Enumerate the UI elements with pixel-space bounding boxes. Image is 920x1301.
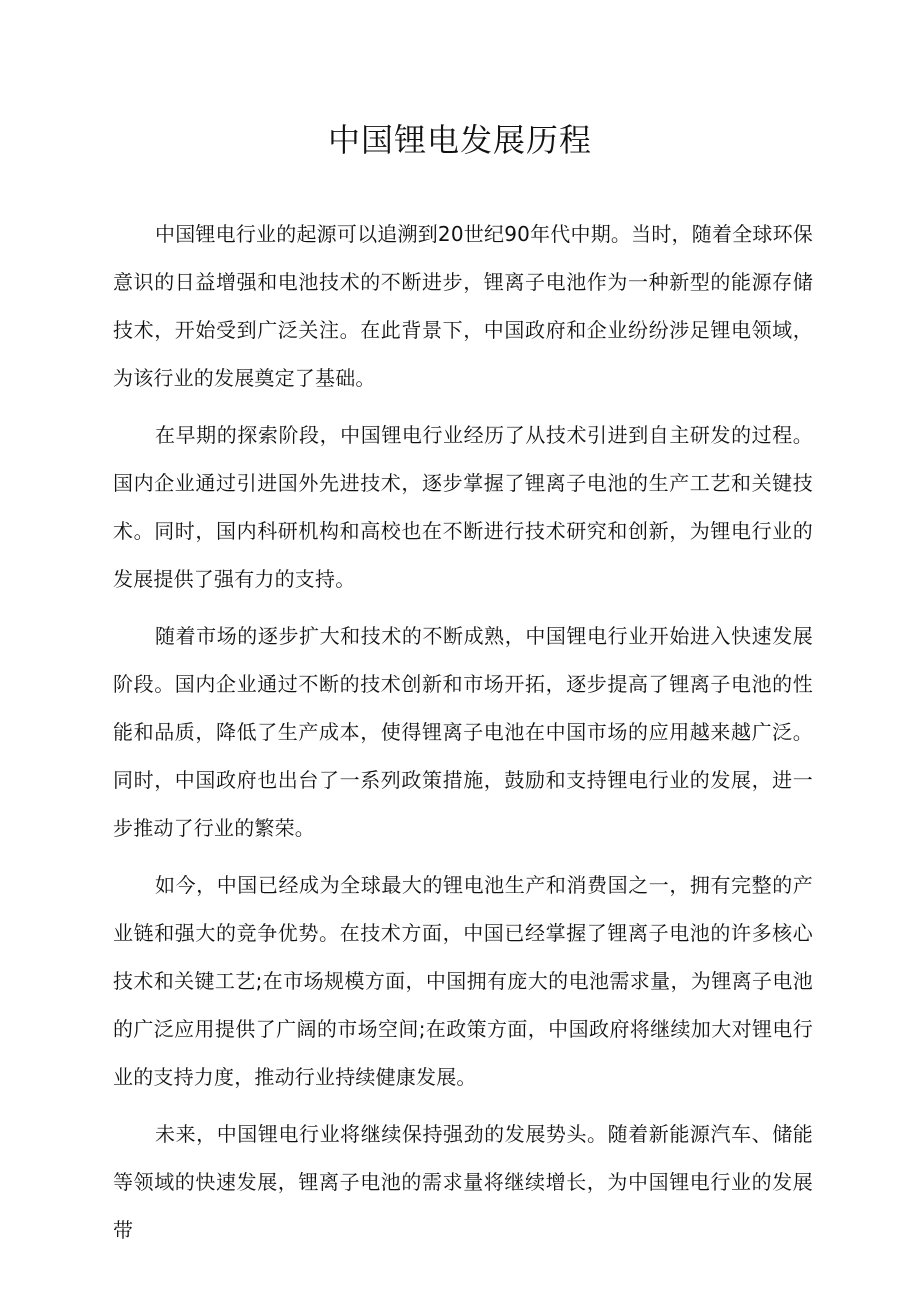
paragraph-rapid-growth: 随着市场的逐步扩大和技术的不断成熟，中国锂电行业开始进入快速发展阶段。国内企业通过不断的技术创新和市场开拓，逐步提高了锂离子电池的性能和品质，降低了生产成本，使得锂离子电池在中国市场的应用越来越广泛。同时，中国政府也出台了一系列政策措施，鼓励和支持锂电行业的发展，进一步推动了行业的繁荣。 [113,624,813,840]
paragraph-current-status: 如今，中国已经成为全球最大的锂电池生产和消费国之一，拥有完整的产业链和强大的竞争优势。在技术方面，中国已经掌握了锂离子电池的许多核心技术和关键工艺;在市场规模方面，中国拥有庞大的电池需求量，为锂离子电池的广泛应用提供了广阔的市场空间;在政策方面，中国政府将继续加大对锂电行业的支持力度，推动行业持续健康发展。 [113,873,813,1089]
paragraph-early-exploration: 在早期的探索阶段，中国锂电行业经历了从技术引进到自主研发的过程。国内企业通过引进国外先进技术，逐步掌握了锂离子电池的生产工艺和关键技术。同时，国内科研机构和高校也在不断进行技术研究和创新，为锂电行业的发展提供了强有力的支持。 [113,423,813,591]
paragraph-future: 未来，中国锂电行业将继续保持强劲的发展势头。随着新能源汽车、储能等领域的快速发展，锂离子电池的需求量将继续增长，为中国锂电行业的发展带 [113,1122,813,1242]
document-body [113,210,813,1263]
paragraph-origin: 中国锂电行业的起源可以追溯到20世纪90年代中期。当时，随着全球环保意识的日益增强和电池技术的不断进步，锂离子电池作为一种新型的能源存储技术，开始受到广泛关注。在此背景下，中国政府和企业纷纷涉足锂电领域，为该行业的发展奠定了基础。 [113,222,813,390]
document-title: 中国锂电发展历程 [327,121,592,159]
